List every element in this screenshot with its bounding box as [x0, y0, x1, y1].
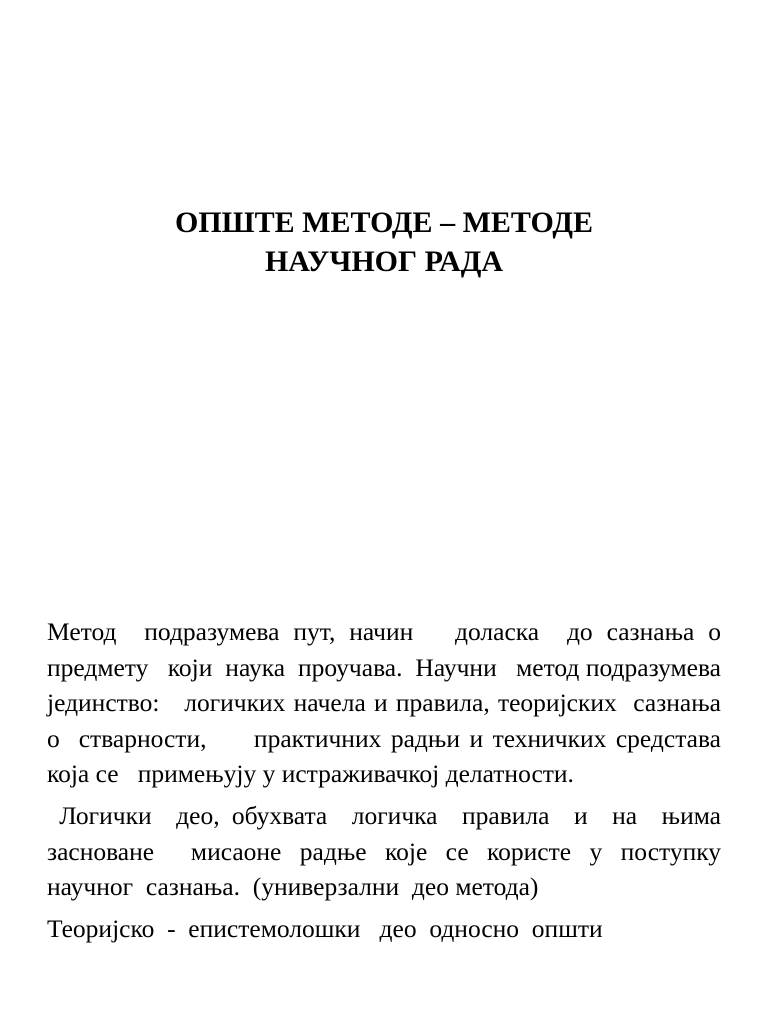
paragraph-method-definition: Метод подразумева пут, начин доласка до сазнања о предмету који наука проучава. Научни метод подразумева јединство: логичких начела и правила, теоријских сазнања о стварности, практичних радњи и техничких средстава која се примењују у истраживачкој делатности.	[47, 617, 734, 789]
paragraph-logical-part: Логички део, обухвата логичка правила и на њима засноване мисаоне радње које се користе у поступку научног сазнања. (универзални део метода)	[47, 800, 734, 902]
title-line-1: ОПШТЕ МЕТОДЕ – МЕТОДЕ	[175, 206, 593, 239]
body-text	[47, 614, 734, 952]
title-line-2: НАУЧНОГ РАДА	[264, 245, 504, 278]
page-title	[80, 203, 688, 281]
paragraph-theoretical-part: Теоријско - епистемолошки део односно општи	[47, 913, 603, 943]
